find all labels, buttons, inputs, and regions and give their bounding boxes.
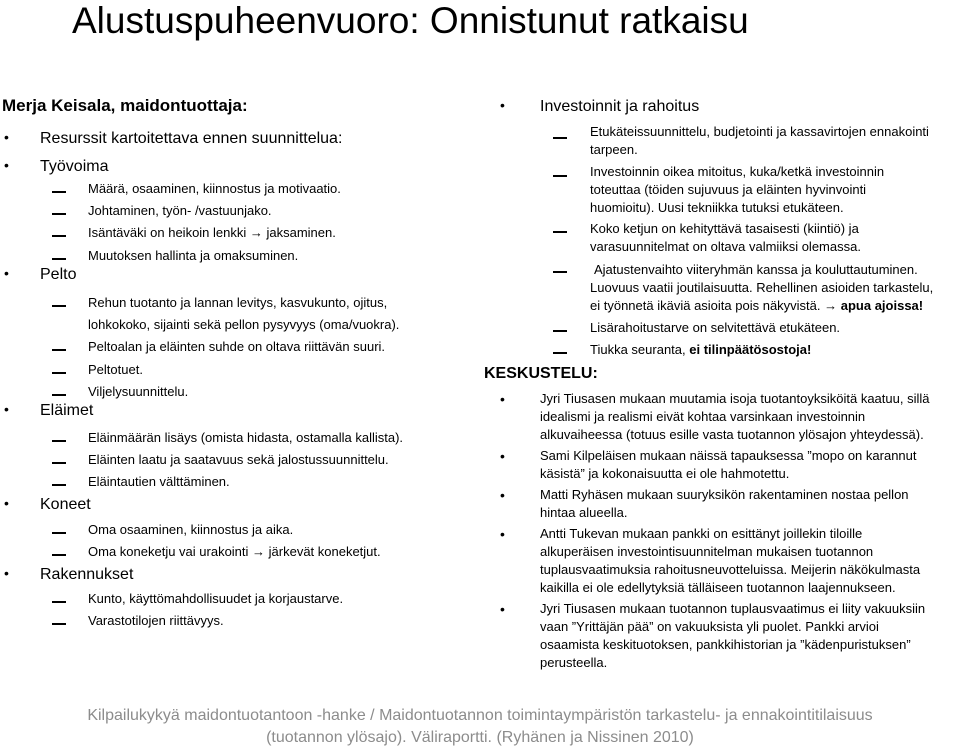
buildings-item: Kunto, käyttömahdollisuudet ja korjaustarve.: [88, 591, 344, 606]
dash-icon: [52, 623, 66, 625]
footer-line-1: Kilpailukykyä maidontuotantoon -hanke / Maidontuotannon toimintaympäristön tarkastelu- ja ennakointitilaisuus: [87, 707, 873, 724]
investments-heading: Investoinnit ja rahoitus: [540, 98, 700, 115]
investments-line: Lisärahoitustarve on selvitettävä etukäteen.: [590, 320, 841, 335]
bullet-icon: •: [500, 526, 505, 542]
dash-icon: [553, 137, 567, 139]
investments-line: Investoinnin oikea mitoitus, kuka/ketkä investoinnin: [590, 164, 885, 179]
investments-line: tarpeen.: [590, 142, 638, 157]
dash-icon: [553, 175, 567, 177]
discussion-line: perusteella.: [540, 655, 608, 670]
dash-icon: [52, 601, 66, 603]
machines-heading: Koneet: [40, 496, 91, 513]
dash-icon: [553, 231, 567, 233]
discussion-line: Jyri Tiusasen mukaan tuotannon tuplausvaatimus ei liity vakuuksiin: [540, 601, 926, 616]
bullet-icon: •: [4, 495, 9, 511]
dash-icon: [553, 330, 567, 332]
labor-item: Isäntäväki on heikoin lenkki → jaksaminen.: [88, 225, 336, 240]
buildings-item: Varastotilojen riittävyys.: [88, 613, 224, 628]
discussion-line: osaamista keskituotoksen, pankkihistorian ja ”kädenpuristuksen”: [540, 637, 911, 652]
labor-item: Muutoksen hallinta ja omaksuminen.: [88, 248, 299, 263]
dash-icon: [52, 372, 66, 374]
bullet-icon: •: [4, 401, 9, 417]
discussion-line: Sami Kilpeläisen mukaan näissä tapauksessa ”mopo on karannut: [540, 448, 917, 463]
discussion-line: tuplausvaatimuksia rahoitusneuvotteluissa. Meijerin näkökulmasta: [540, 562, 921, 577]
dash-icon: [52, 532, 66, 534]
investments-line-mixed: [590, 342, 811, 357]
animals-item: Eläinmäärän lisäys (omista hidasta, ostamalla kallista).: [88, 430, 404, 445]
buildings-heading: Rakennukset: [40, 566, 134, 583]
dash-icon: [52, 554, 66, 556]
field-item: Viljelysuunnittelu.: [88, 384, 189, 399]
field-heading: Pelto: [40, 266, 77, 283]
dash-icon: [52, 349, 66, 351]
slide-title: Alustuspuheenvuoro: Onnistunut ratkaisu: [72, 0, 749, 41]
dash-icon: [52, 258, 66, 260]
bullet-icon: •: [500, 487, 505, 503]
footer-line-2: (tuotannon ylösajo). Väliraportti. (Ryhänen ja Nissinen 2010): [266, 729, 694, 746]
field-item-cont: lohkokoko, sijainti sekä pellon pysyvyys (oma/vuokra).: [88, 317, 400, 332]
dash-icon: [52, 394, 66, 396]
labor-item: Määrä, osaaminen, kiinnostus ja motivaatio.: [88, 181, 341, 196]
animals-item: Eläinten laatu ja saatavuus sekä jalostussuunnittelu.: [88, 452, 389, 467]
investments-line: toteuttaa (töiden sujuvuus ja eläinten hyvinvointi: [590, 182, 867, 197]
investments-line-emph: ei tilinpäätösostoja!: [689, 342, 812, 357]
resources-heading: Resurssit kartoitettava ennen suunnittelua:: [40, 130, 343, 147]
labor-heading: Työvoima: [40, 158, 109, 175]
animals-item: Eläintautien välttäminen.: [88, 474, 230, 489]
discussion-line: alkuperäisen investointisuunnitelman mukaisen tuotannon: [540, 544, 874, 559]
bullet-icon: •: [500, 97, 505, 113]
dash-icon: [52, 440, 66, 442]
investments-line: varasuunnitelmat on oltava valmiiksi olemassa.: [590, 239, 861, 254]
dash-icon: [52, 191, 66, 193]
investments-line: Luovuus vaatii joutilaisuutta. Rehellinen asioiden tarkastelu,: [590, 280, 934, 295]
bullet-icon: •: [500, 391, 505, 407]
investments-line-emph: apua ajoissa!: [840, 298, 924, 313]
labor-item: Johtaminen, työn- /vastuunjako.: [88, 203, 272, 218]
dash-icon: [52, 213, 66, 215]
animals-heading: Eläimet: [40, 402, 94, 419]
field-item: Peltotuet.: [88, 362, 143, 377]
dash-icon: [52, 462, 66, 464]
author-label: Merja Keisala, maidontuottaja:: [2, 96, 248, 115]
bullet-icon: •: [500, 448, 505, 464]
dash-icon: [52, 484, 66, 486]
discussion-line: vaan ”Yrittäjän pää” on vakuuksista yli puolet. Pankki arvioi: [540, 619, 879, 634]
dash-icon: [52, 305, 66, 307]
machines-item: Oma osaaminen, kiinnostus ja aika.: [88, 522, 294, 537]
discussion-line: käsistä” ja kokonaisuutta ei ole hahmotettu.: [540, 466, 790, 481]
discussion-line: hintaa alueella.: [540, 505, 628, 520]
discussion-line: Matti Ryhäsen mukaan suuryksikön rakentaminen nostaa pellon: [540, 487, 909, 502]
discussion-line: kaikilla ei ole edellytyksiä tälläiseen tuotannon laajennukseen.: [540, 580, 896, 595]
investments-line-text: Tiukka seuranta,: [590, 342, 690, 357]
dash-icon: [553, 352, 567, 354]
bullet-icon: •: [500, 601, 505, 617]
discussion-line: Antti Tukevan mukaan pankki on esittänyt joillekin tiloille: [540, 526, 863, 541]
investments-line: huomioitu). Uusi tekniikka tutuksi etukäteen.: [590, 200, 844, 215]
discussion-line: Jyri Tiusasen mukaan muutamia isoja tuotantoyksiköitä kaatuu, sillä: [540, 391, 930, 406]
field-item: Rehun tuotanto ja lannan levitys, kasvukunto, ojitus,: [88, 295, 388, 310]
bullet-icon: •: [4, 265, 9, 281]
investments-line: Ajatustenvaihto viiteryhmän kanssa ja kouluttautuminen.: [594, 262, 918, 277]
investments-line-mixed: [590, 298, 923, 313]
bullet-icon: •: [4, 157, 9, 173]
discussion-line: idealismi ja realismi eivät kohtaa varsinkaan investoinnin: [540, 409, 866, 424]
investments-line-text: ei työnnetä ikäviä asioita pois näkyvistä. →: [590, 298, 841, 313]
machines-item: Oma koneketju vai urakointi → järkevät koneketjut.: [88, 544, 381, 559]
bullet-icon: •: [4, 129, 9, 145]
investments-line: Koko ketjun on kehityttävä tasaisesti (kiintiö) ja: [590, 221, 859, 236]
field-item: Peltoalan ja eläinten suhde on oltava riittävän suuri.: [88, 339, 386, 354]
investments-line: Etukäteissuunnittelu, budjetointi ja kassavirtojen ennakointi: [590, 124, 929, 139]
discussion-line: alkuvaiheessa (totuus esille vasta tuotannon ylösajon yhteydessä).: [540, 427, 924, 442]
discussion-heading: KESKUSTELU:: [484, 365, 598, 382]
dash-icon: [553, 271, 567, 273]
dash-icon: [52, 235, 66, 237]
bullet-icon: •: [4, 565, 9, 581]
